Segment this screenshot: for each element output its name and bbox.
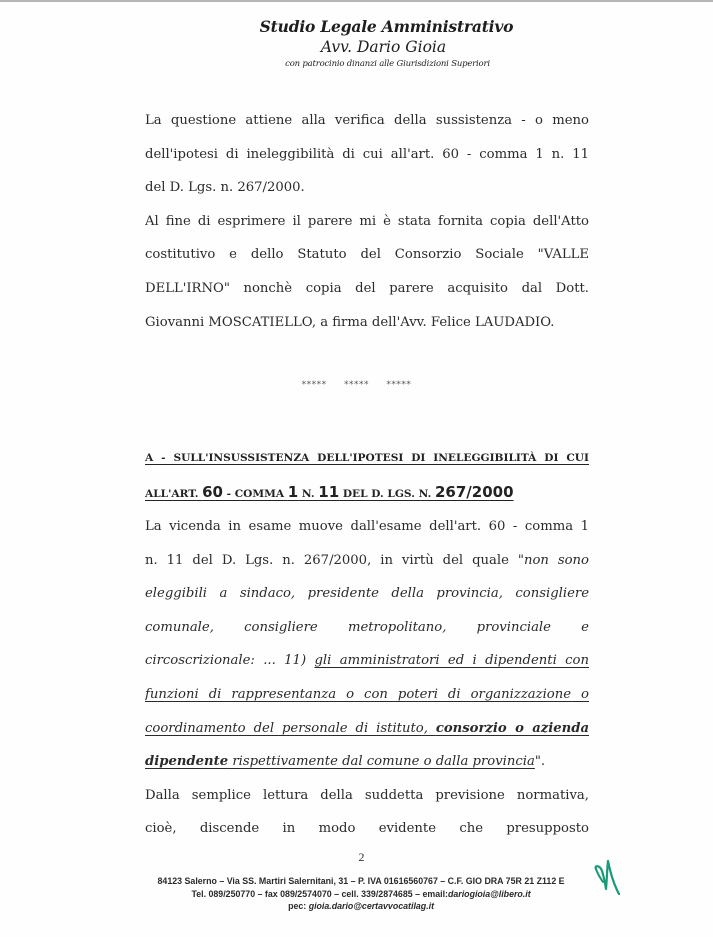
bold-underlined-span: consorzio o azienda <box>435 720 589 736</box>
quote-line: eleggibili a sindaco, presidente della provincia, consigliere <box>145 586 589 602</box>
letterhead-subtitle: con patrocinio dinanzi alle Giurisdizioni Superiori <box>285 59 490 69</box>
footer-pec <box>38 901 685 914</box>
heading-line-1: A - SULL'INSUSSISTENZA DELL'IPOTESI DI INELEGGIBILITÀ DI CUI <box>145 452 589 464</box>
heading-text: ALL'ART. <box>145 487 203 500</box>
text-line: Dalla semplice lettura della suddetta previsione normativa, <box>145 787 589 803</box>
letterhead <box>0 16 713 71</box>
footer-address: 84123 Salerno – Via SS. Martiri Salernitani, 31 – P. IVA 01616560767 – C.F. GIO DRA 75R 21 Z112 E <box>157 876 565 887</box>
footer-pec-label: pec: <box>288 901 309 912</box>
intro-paragraph <box>145 104 589 339</box>
text-line: dell'ipotesi di ineleggibilità di cui all'art. 60 - comma 1 n. 11 <box>145 146 589 162</box>
heading-number: 60 <box>202 482 223 501</box>
quote-span: circoscrizionale: ... 11) <box>145 653 315 669</box>
underlined-span: coordinamento del personale di istituto, <box>145 720 436 736</box>
footer-contacts <box>38 889 685 902</box>
heading-text: - COMMA <box>222 487 288 500</box>
heading-number: 1 <box>287 482 299 501</box>
letterhead-footer <box>28 876 684 914</box>
quote-span: non sono <box>523 552 589 568</box>
section-separator: ***** ***** ***** <box>301 380 412 390</box>
footer-email-link[interactable]: dariogioia@libero.it <box>447 888 531 900</box>
text-line: cioè, discende in modo evidente che presupposto <box>145 821 589 837</box>
page-number: 2 <box>358 850 365 864</box>
letterhead-firm: Studio Legale Amministrativo <box>259 17 514 36</box>
signature-icon <box>592 855 632 905</box>
quote-line <box>145 712 589 746</box>
section-body <box>145 510 589 846</box>
underlined-span: rispettivamente dal comune o dalla provincia <box>228 754 535 770</box>
heading-line-2 <box>145 476 589 510</box>
heading-text: N. <box>298 487 319 500</box>
text-line: Al fine di esprimere il parere mi è stata fornita copia dell'Atto <box>145 213 589 229</box>
text-line: del D. Lgs. n. 267/2000. <box>145 180 305 196</box>
text-line: DELL'IRNO" nonchè copia del parere acquisito dal Dott. <box>145 280 589 296</box>
letterhead-lawyer-name: Avv. Dario Gioia <box>320 38 447 56</box>
text-span: ". <box>534 754 546 770</box>
quote-line: comunale, consigliere metropolitano, provinciale e <box>145 619 589 635</box>
footer-contacts-text: Tel. 089/250770 – fax 089/2574070 – cell. 339/2874685 – email: <box>191 888 448 900</box>
underlined-span: gli amministratori ed i dipendenti con <box>314 653 589 669</box>
section-heading <box>145 442 589 509</box>
quote-line <box>145 745 589 779</box>
text-line: Giovanni MOSCATIELLO, a firma dell'Avv. Felice LAUDADIO. <box>145 314 555 330</box>
quote-line-underlined: funzioni di rappresentanza o con poteri di organizzazione o <box>145 686 589 702</box>
text-line: La questione attiene alla verifica della sussistenza - o meno <box>145 113 589 128</box>
bold-underlined-span: dipendente <box>145 754 229 770</box>
heading-text: DEL D. LGS. N. <box>339 487 435 500</box>
heading-number: 11 <box>318 482 340 501</box>
footer-pec-link[interactable]: gioia.dario@certavvocatilag.it <box>308 901 435 912</box>
text-line <box>145 544 589 578</box>
text-span: n. 11 del D. Lgs. n. 267/2000, in virtù del quale " <box>145 552 524 568</box>
quote-line <box>145 644 589 678</box>
text-line: La vicenda in esame muove dall'esame dell'art. 60 - comma 1 <box>145 519 589 534</box>
text-line: costitutivo e dello Statuto del Consorzio Sociale "VALLE <box>145 247 589 263</box>
heading-number: 267/2000 <box>434 482 514 501</box>
